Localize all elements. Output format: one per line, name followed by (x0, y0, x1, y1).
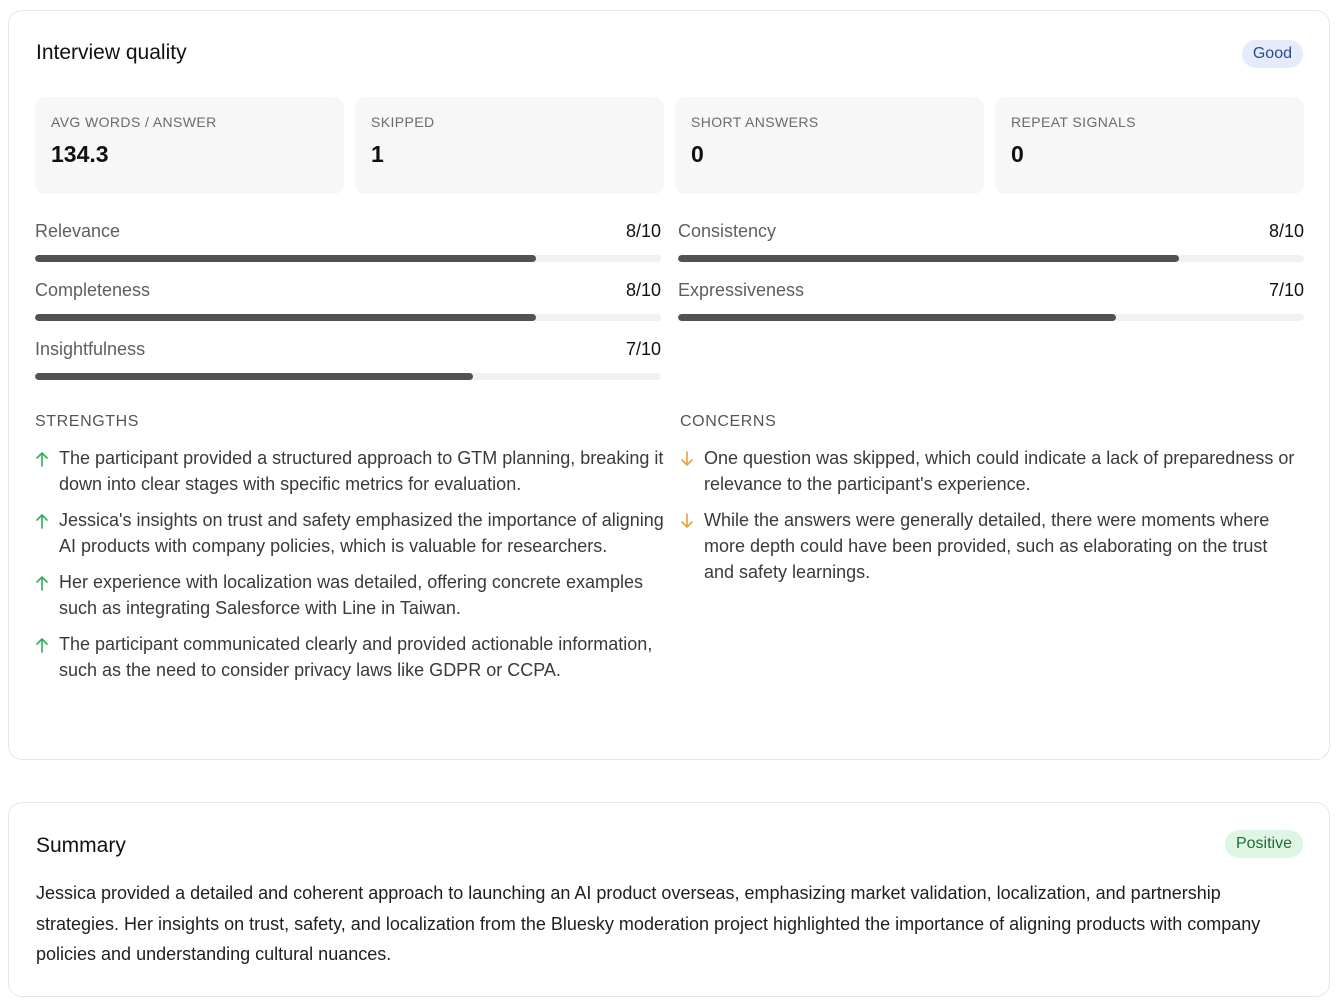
stat-label: REPEAT SIGNALS (1011, 114, 1136, 130)
stat-skipped (355, 97, 664, 194)
concern-text: One question was skipped, which could indicate a lack of preparedness or relevance to the participant's experience. (704, 448, 1295, 494)
metric-score: 8/10 (625, 280, 661, 300)
metrics-grid (35, 221, 1304, 398)
metric-insightfulness (35, 339, 661, 398)
strength-item (35, 569, 665, 621)
strength-item (35, 631, 665, 683)
arrow-down-icon (680, 451, 694, 467)
metric-label: Completeness (35, 280, 151, 300)
metric-consistency (678, 221, 1304, 280)
metric-bar-track (35, 255, 661, 262)
stat-label: SHORT ANSWERS (691, 114, 819, 130)
metric-expressiveness (678, 280, 1304, 339)
stat-value: 134.3 (51, 141, 109, 167)
metric-relevance (35, 221, 661, 280)
summary-text: Jessica provided a detailed and coherent approach to launching an AI product overseas, emphasizing market validation, localization, and partnership strategies. Her insights on trust, safety, and localization from the Bluesky moderation project highlighted the importance of aligning products with company policies and understanding cultural nuances. (36, 883, 1261, 964)
metric-score: 8/10 (625, 221, 661, 241)
metric-bar-fill (678, 255, 1179, 262)
metric-score: 7/10 (1268, 280, 1304, 300)
summary-title: Summary (36, 834, 126, 857)
metric-bar-track (678, 255, 1304, 262)
metric-bar-fill (35, 314, 536, 321)
arrow-down-icon (680, 513, 694, 529)
metric-label: Expressiveness (678, 280, 805, 300)
summary-card (8, 802, 1330, 997)
stat-short-answers (675, 97, 984, 194)
stat-label: AVG WORDS / ANSWER (51, 114, 217, 130)
stat-avg-words (35, 97, 344, 194)
strengths-list (35, 445, 665, 693)
metric-score: 8/10 (1268, 221, 1304, 241)
stat-value: 1 (371, 141, 384, 167)
arrow-up-icon (35, 513, 49, 529)
metric-label: Consistency (678, 221, 777, 241)
stat-label: SKIPPED (371, 114, 435, 130)
metric-bar-track (35, 314, 661, 321)
summary-sentiment-badge: Positive (1225, 830, 1303, 858)
stat-value: 0 (691, 141, 704, 167)
metric-completeness (35, 280, 661, 339)
concern-text: While the answers were generally detailed, there were moments where more depth could have been provided, such as elaborating on the trust and safety learnings. (704, 510, 1270, 582)
concern-item (680, 507, 1300, 585)
metric-bar-fill (35, 373, 473, 380)
concern-item (680, 445, 1300, 497)
arrow-up-icon (35, 451, 49, 467)
strength-text: The participant communicated clearly and provided actionable information, such as the need to consider privacy laws like GDPR or CCPA. (59, 634, 653, 680)
strength-text: Jessica's insights on trust and safety emphasized the importance of aligning AI products with company policies, which is valuable for researchers. (59, 510, 664, 556)
strength-item (35, 445, 665, 497)
metric-bar-track (35, 373, 661, 380)
interview-quality-title: Interview quality (36, 41, 187, 64)
concerns-heading: CONCERNS (680, 413, 777, 430)
concerns-list (680, 445, 1300, 595)
arrow-up-icon (35, 637, 49, 653)
metric-label: Relevance (35, 221, 121, 241)
quality-status-badge: Good (1242, 40, 1303, 68)
metric-score: 7/10 (625, 339, 661, 359)
interview-quality-card (8, 10, 1330, 760)
metric-label: Insightfulness (35, 339, 146, 359)
metric-bar-fill (35, 255, 536, 262)
strengths-heading: STRENGTHS (35, 413, 140, 430)
metric-bar-track (678, 314, 1304, 321)
stats-row (35, 97, 1304, 194)
arrow-up-icon (35, 575, 49, 591)
metric-bar-fill (678, 314, 1116, 321)
strength-text: The participant provided a structured approach to GTM planning, breaking it down into clear stages with specific metrics for evaluation. (59, 448, 664, 494)
strength-text: Her experience with localization was detailed, offering concrete examples such as integrating Salesforce with Line in Taiwan. (59, 572, 643, 618)
strength-item (35, 507, 665, 559)
stat-value: 0 (1011, 141, 1024, 167)
stat-repeat-signals (995, 97, 1304, 194)
